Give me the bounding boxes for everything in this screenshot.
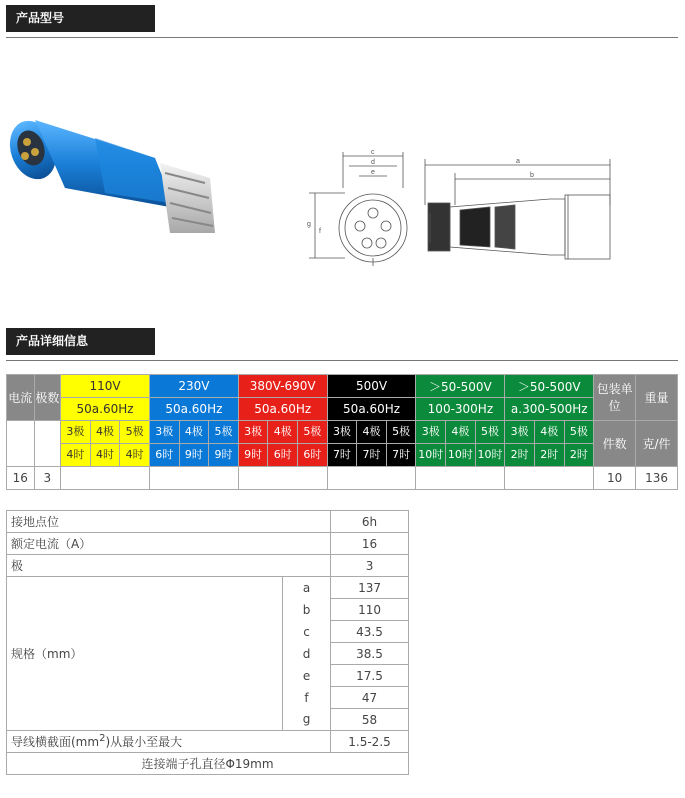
freq-380v: 50a.60Hz (238, 398, 327, 421)
hour-cell: 4时 (61, 444, 91, 467)
voltage-green-2: ＞50-500V (505, 375, 594, 398)
dim-letter: a (283, 577, 331, 599)
freq-500v: 50a.60Hz (327, 398, 416, 421)
pole-cell: 3极 (149, 421, 179, 444)
freq-110v: 50a.60Hz (61, 398, 150, 421)
empty-cell (416, 467, 505, 490)
header-pack-sub: 件数 (594, 421, 636, 467)
hour-cell: 6时 (149, 444, 179, 467)
dim-label-c: c (371, 149, 375, 156)
pole-spacer (7, 421, 35, 467)
hour-cell: 9时 (238, 444, 268, 467)
wire-label (7, 731, 331, 753)
pole-cell: 3极 (505, 421, 535, 444)
voltage-230v: 230V (149, 375, 238, 398)
front-view-drawing (305, 148, 415, 273)
pole-cell: 5极 (564, 421, 594, 444)
section-title-model: 产品型号 (6, 5, 155, 32)
detail-table (6, 510, 409, 775)
freq-green-1: 100-300Hz (416, 398, 505, 421)
empty-cell (149, 467, 238, 490)
wire-label-post: )从最小至最大 (105, 735, 183, 749)
pole-cell: 3极 (416, 421, 446, 444)
hour-cell: 9时 (179, 444, 209, 467)
pole-cell: 3极 (327, 421, 357, 444)
dim-value: 43.5 (331, 621, 409, 643)
hour-cell: 10时 (475, 444, 505, 467)
poles-value: 3 (331, 555, 409, 577)
pole-cell: 5极 (475, 421, 505, 444)
voltage-500v: 500V (327, 375, 416, 398)
pole-cell: 5极 (120, 421, 150, 444)
wire-label-pre: 导线横截面(mm (11, 735, 100, 749)
dim-value: 17.5 (331, 665, 409, 687)
dim-label-f: f (319, 228, 321, 235)
pole-cell: 5极 (209, 421, 239, 444)
pole-cell: 4极 (534, 421, 564, 444)
hour-cell: 2时 (564, 444, 594, 467)
pole-cell: 3极 (238, 421, 268, 444)
empty-cell (238, 467, 327, 490)
pole-spacer (34, 421, 61, 467)
hour-cell: 6时 (298, 444, 328, 467)
footer-note: 连接端子孔直径Φ19mm (7, 753, 409, 775)
dim-value: 137 (331, 577, 409, 599)
value-pack: 10 (594, 467, 636, 490)
wire-label-sup: 2 (99, 733, 106, 744)
dim-label-d: d (371, 159, 375, 166)
spec-table (6, 374, 678, 490)
dim-letter: c (283, 621, 331, 643)
header-weight: 重量 (636, 375, 678, 421)
header-weight-sub: 克/件 (636, 421, 678, 467)
dim-value: 58 (331, 709, 409, 731)
value-weight: 136 (636, 467, 678, 490)
hour-cell: 6时 (268, 444, 298, 467)
earth-value: 6h (331, 511, 409, 533)
freq-green-2: a.300-500Hz (505, 398, 594, 421)
pole-cell: 4极 (446, 421, 476, 444)
section-divider (6, 360, 678, 361)
rated-value: 16 (331, 533, 409, 555)
dim-letter: e (283, 665, 331, 687)
pole-cell: 4极 (179, 421, 209, 444)
rated-label: 额定电流（A） (7, 533, 331, 555)
dim-value: 110 (331, 599, 409, 621)
freq-230v: 50a.60Hz (149, 398, 238, 421)
header-poles: 极数 (34, 375, 61, 421)
voltage-green-1: ＞50-500V (416, 375, 505, 398)
pole-cell: 5极 (298, 421, 328, 444)
dim-letter: b (283, 599, 331, 621)
dim-label-a: a (516, 158, 520, 165)
hour-cell: 10时 (446, 444, 476, 467)
product-photo (5, 108, 220, 248)
dim-label-e: e (371, 169, 375, 176)
value-poles: 3 (34, 467, 61, 490)
pole-cell: 3极 (61, 421, 91, 444)
hour-cell: 2时 (505, 444, 535, 467)
hour-cell: 7时 (386, 444, 416, 467)
dim-letter: d (283, 643, 331, 665)
hour-cell: 9时 (209, 444, 239, 467)
hour-cell: 7时 (327, 444, 357, 467)
dims-label: 规格（mm） (7, 577, 283, 731)
hour-cell: 7时 (357, 444, 387, 467)
value-current: 16 (7, 467, 35, 490)
earth-label: 接地点位 (7, 511, 331, 533)
hour-cell: 4时 (90, 444, 120, 467)
header-current: 电流 (7, 375, 35, 421)
empty-cell (505, 467, 594, 490)
voltage-380v: 380V-690V (238, 375, 327, 398)
voltage-110v: 110V (61, 375, 150, 398)
pole-cell: 4极 (90, 421, 120, 444)
dim-label-g: g (307, 221, 311, 228)
empty-cell (61, 467, 150, 490)
pole-cell: 5极 (386, 421, 416, 444)
dim-value: 38.5 (331, 643, 409, 665)
header-pack: 包装单位 (594, 375, 636, 421)
section-divider (6, 37, 678, 38)
pole-cell: 4极 (357, 421, 387, 444)
hour-cell: 10时 (416, 444, 446, 467)
side-view-drawing (420, 155, 615, 275)
dim-letter: g (283, 709, 331, 731)
pole-cell: 4极 (268, 421, 298, 444)
hour-cell: 2时 (534, 444, 564, 467)
dim-label-b: b (530, 172, 534, 179)
section-title-detail: 产品详细信息 (6, 328, 155, 355)
dim-value: 47 (331, 687, 409, 709)
wire-value: 1.5-2.5 (331, 731, 409, 753)
dim-letter: f (283, 687, 331, 709)
poles-label: 极 (7, 555, 331, 577)
empty-cell (327, 467, 416, 490)
hour-cell: 4时 (120, 444, 150, 467)
